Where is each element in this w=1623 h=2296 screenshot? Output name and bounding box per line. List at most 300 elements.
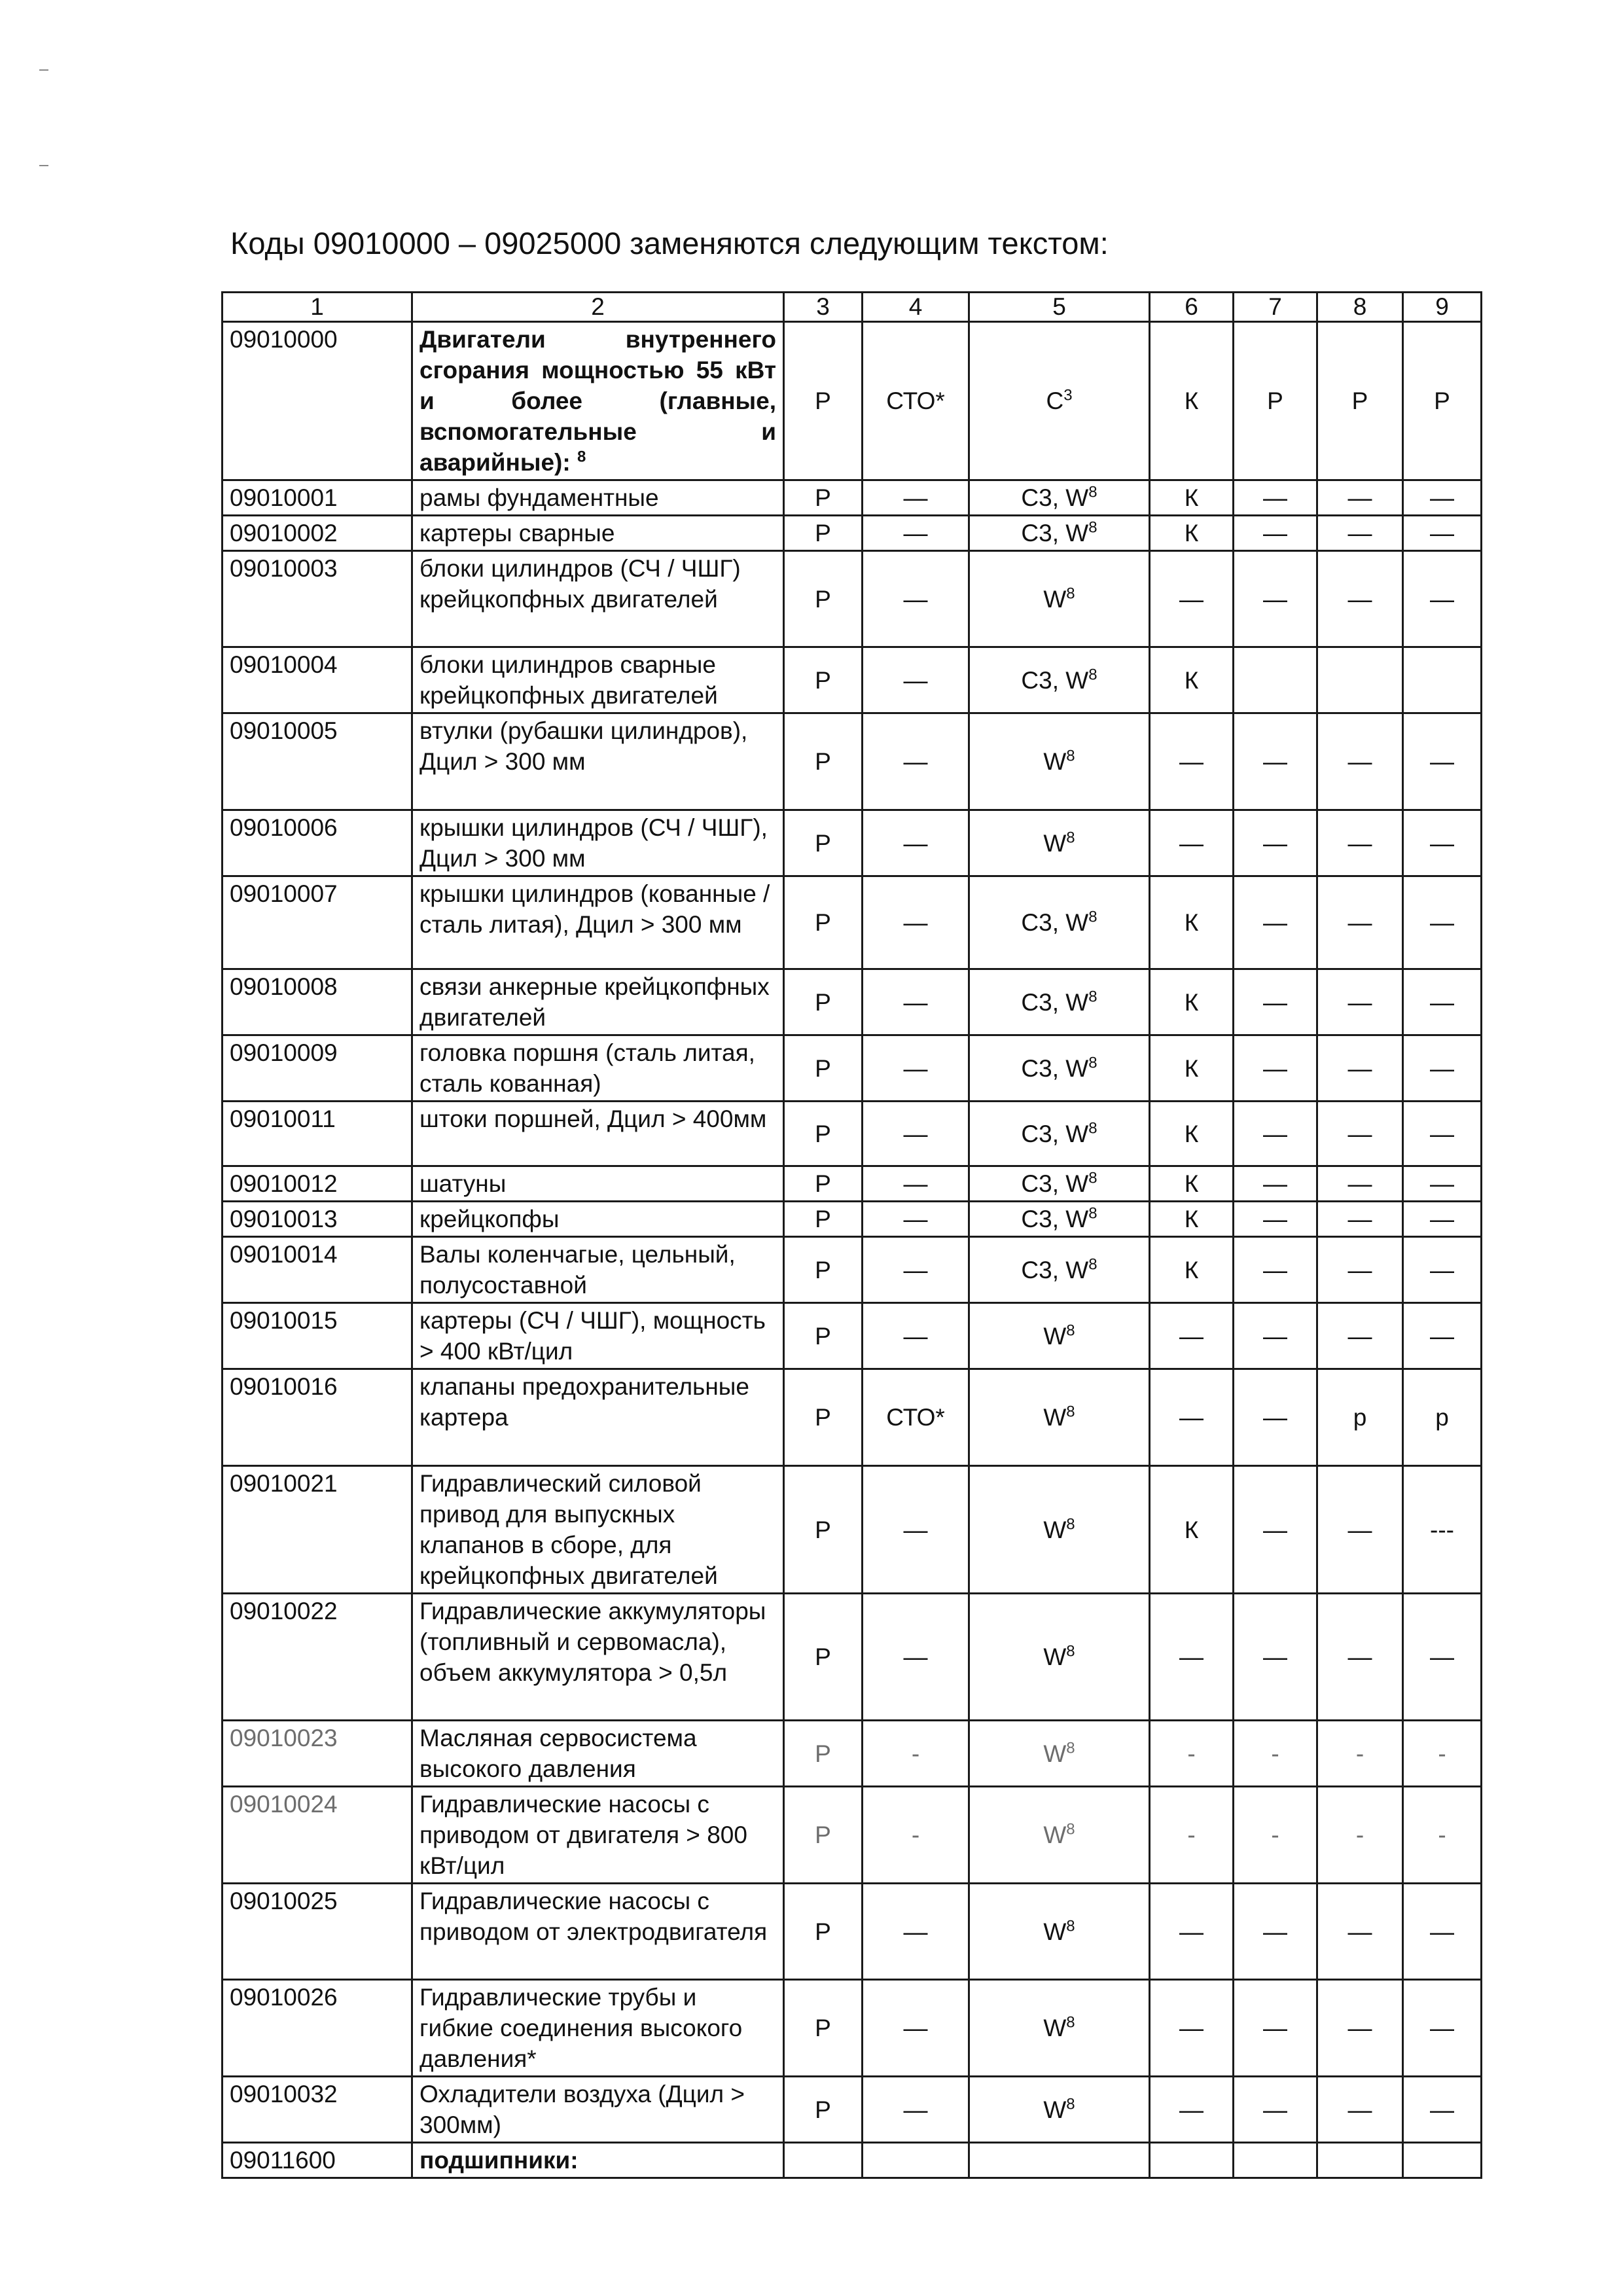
cell-c8 [1317, 2077, 1403, 2143]
description-text: Охладители воздуха (Дцил > 300мм) [419, 2081, 745, 2138]
cell-value: — [1263, 1516, 1287, 1543]
cell-value: К [1184, 1206, 1199, 1232]
footnote-marker: 8 [1066, 1321, 1075, 1340]
description-text: шатуны [419, 1170, 507, 1197]
footnote-marker: 8 [1088, 483, 1097, 501]
cell-c4 [863, 1466, 969, 1594]
cell-description [412, 2143, 784, 2178]
codes-table [221, 291, 1482, 2179]
footnote-marker: 8 [1066, 747, 1075, 765]
cell-code: 09010022 [223, 1594, 412, 1721]
cell-c5 [969, 2143, 1150, 2178]
cell-c8 [1317, 713, 1403, 810]
cell-c3 [784, 1166, 863, 1202]
description-text: Гидравлические аккумуляторы (топливный и сервомасла), объем аккумулятора > 0,5л [419, 1598, 766, 1686]
cell-c6 [1150, 1303, 1234, 1369]
cell-description [412, 876, 784, 969]
cell-value: — [903, 1054, 928, 1082]
cell-c6 [1150, 480, 1234, 516]
cell-c4 [863, 1721, 969, 1787]
cell-c7 [1234, 551, 1317, 647]
cell-c3 [784, 1980, 863, 2077]
cell-value: Р [815, 1404, 831, 1431]
cell-value: — [1263, 1256, 1287, 1283]
cell-c9 [1403, 2077, 1482, 2143]
cell-c6 [1150, 1721, 1234, 1787]
cell-c8 [1317, 1980, 1403, 2077]
cell-value: — [1179, 1404, 1204, 1431]
cell-value: — [1430, 2096, 1454, 2123]
scan-margin-mark [39, 165, 48, 166]
cell-c7 [1234, 1102, 1317, 1166]
cell-value: СТО* [886, 387, 945, 414]
cell-value: — [1347, 1054, 1372, 1082]
cell-c9 [1403, 810, 1482, 876]
cell-c4 [863, 516, 969, 551]
cell-c3 [784, 810, 863, 876]
cell-c3 [784, 647, 863, 713]
cell-c6 [1150, 2143, 1234, 2178]
cell-value: — [1263, 1120, 1287, 1147]
cell-value: Р [815, 387, 831, 414]
cell-c5 [969, 1237, 1150, 1303]
cell-code: 09010015 [223, 1303, 412, 1369]
cell-description [412, 1466, 784, 1594]
cell-value: С3, W [1021, 520, 1089, 547]
cell-value: — [903, 829, 928, 857]
cell-c3 [784, 969, 863, 1035]
table-row [223, 1202, 1482, 1237]
cell-value: — [1430, 1256, 1454, 1283]
cell-c9 [1403, 876, 1482, 969]
cell-c5 [969, 713, 1150, 810]
cell-value: W [1043, 1404, 1067, 1431]
footnote-marker: 8 [1088, 1255, 1097, 1274]
cell-value: К [1184, 484, 1199, 511]
description-text: втулки (рубашки цилиндров), Дцил > 300 мм [419, 717, 748, 775]
cell-description [412, 713, 784, 810]
cell-value: — [1263, 909, 1287, 936]
footnote-marker: 8 [1088, 908, 1097, 926]
cell-value: — [1263, 748, 1287, 775]
cell-value: — [903, 1643, 928, 1670]
cell-code: 09010025 [223, 1884, 412, 1980]
cell-c8 [1317, 1202, 1403, 1237]
cell-c8 [1317, 1166, 1403, 1202]
cell-code: 09010004 [223, 647, 412, 713]
cell-value: — [1263, 1918, 1287, 1945]
cell-c4 [863, 1166, 969, 1202]
cell-c8 [1317, 1787, 1403, 1884]
cell-c9 [1403, 2143, 1482, 2178]
cell-value: — [1347, 1170, 1372, 1197]
cell-description [412, 516, 784, 551]
cell-description [412, 2077, 784, 2143]
cell-code: 09010005 [223, 713, 412, 810]
description-text: Гидравлические трубы и гибкие соединения высокого давления* [419, 1984, 743, 2072]
cell-c6 [1150, 1102, 1234, 1166]
cell-c9 [1403, 713, 1482, 810]
cell-c7 [1234, 876, 1317, 969]
cell-c4 [863, 551, 969, 647]
cell-c5 [969, 1102, 1150, 1166]
cell-c7 [1234, 1787, 1317, 1884]
cell-value: Р [815, 666, 831, 694]
cell-code: 09010024 [223, 1787, 412, 1884]
table-row [223, 713, 1482, 810]
cell-value: W [1043, 1740, 1067, 1767]
cell-value: — [1179, 2096, 1204, 2123]
cell-value: — [903, 1206, 928, 1232]
cell-c3 [784, 516, 863, 551]
cell-value: — [1263, 2015, 1287, 2041]
cell-value: — [1347, 1256, 1372, 1283]
cell-code: 09010003 [223, 551, 412, 647]
cell-description [412, 969, 784, 1035]
cell-c7 [1234, 1166, 1317, 1202]
cell-value: — [1263, 484, 1287, 511]
description-text: блоки цилиндров сварные крейцкопфных двигателей [419, 651, 718, 709]
cell-c8 [1317, 810, 1403, 876]
cell-code: 09010021 [223, 1466, 412, 1594]
cell-c8 [1317, 322, 1403, 480]
cell-c7 [1234, 810, 1317, 876]
cell-c5 [969, 516, 1150, 551]
cell-c6 [1150, 516, 1234, 551]
cell-c9 [1403, 1466, 1482, 1594]
cell-c6 [1150, 2077, 1234, 2143]
cell-c6 [1150, 1466, 1234, 1594]
cell-value: р [1435, 1404, 1449, 1431]
cell-c9 [1403, 1303, 1482, 1369]
footnote-marker: 8 [1066, 1642, 1075, 1660]
cell-value: — [1347, 829, 1372, 857]
cell-c4 [863, 810, 969, 876]
cell-code: 09010016 [223, 1369, 412, 1466]
cell-description [412, 1787, 784, 1884]
cell-value: Р [815, 1740, 831, 1767]
cell-c5 [969, 1035, 1150, 1102]
cell-value: — [1430, 585, 1454, 613]
table-row [223, 647, 1482, 713]
cell-value: Р [815, 909, 831, 936]
cell-c7 [1234, 1721, 1317, 1787]
cell-value: - [911, 1821, 920, 1848]
footnote-marker: 8 [1088, 1169, 1097, 1187]
cell-c8 [1317, 1466, 1403, 1594]
cell-c7 [1234, 480, 1317, 516]
cell-c9 [1403, 480, 1482, 516]
table-header-row [223, 293, 1482, 322]
cell-value: - [1438, 1740, 1446, 1767]
description-text: Масляная сервосистема высокого давления [419, 1725, 697, 1782]
cell-value: — [1263, 1170, 1287, 1197]
cell-c4 [863, 2143, 969, 2178]
cell-value: — [1263, 585, 1287, 613]
table-row [223, 2143, 1482, 2178]
description-text: связи анкерные крейцкопфных двигателей [419, 973, 770, 1031]
column-header: 5 [969, 293, 1150, 322]
footnote-marker: 8 [1088, 988, 1097, 1006]
table-row [223, 1884, 1482, 1980]
cell-c7 [1234, 1035, 1317, 1102]
cell-value: С3, W [1021, 1256, 1089, 1283]
cell-c3 [784, 1594, 863, 1721]
table-row [223, 1721, 1482, 1787]
cell-c4 [863, 713, 969, 810]
cell-value: — [1430, 1120, 1454, 1147]
cell-c8 [1317, 1884, 1403, 1980]
cell-c5 [969, 1721, 1150, 1787]
cell-value: — [1179, 1322, 1204, 1350]
cell-c9 [1403, 647, 1482, 713]
cell-value: Р [1351, 387, 1368, 414]
cell-value: — [1179, 748, 1204, 775]
cell-c5 [969, 551, 1150, 647]
column-header: 6 [1150, 293, 1234, 322]
cell-c6 [1150, 1787, 1234, 1884]
cell-c3 [784, 1035, 863, 1102]
cell-c4 [863, 1102, 969, 1166]
cell-c9 [1403, 1884, 1482, 1980]
cell-c9 [1403, 551, 1482, 647]
footnote-marker: 8 [1088, 666, 1097, 684]
cell-c6 [1150, 1369, 1234, 1466]
cell-value: — [1430, 1054, 1454, 1082]
cell-value: - [1355, 1740, 1364, 1767]
description-text: Гидравлические насосы с приводом от электродвигателя [419, 1888, 768, 1945]
cell-c3 [784, 876, 863, 969]
table-row [223, 1594, 1482, 1721]
cell-c8 [1317, 480, 1403, 516]
footnote-marker: 8 [1066, 1515, 1075, 1534]
cell-description [412, 322, 784, 480]
cell-value: Р [815, 748, 831, 775]
cell-value: — [1347, 748, 1372, 775]
cell-c4 [863, 1884, 969, 1980]
cell-value: Р [815, 1170, 831, 1197]
cell-value: — [1347, 1206, 1372, 1232]
cell-c9 [1403, 969, 1482, 1035]
cell-code: 09010012 [223, 1166, 412, 1202]
cell-value: - [1187, 1821, 1196, 1848]
table-row [223, 1980, 1482, 2077]
cell-value: Р [815, 1206, 831, 1232]
cell-value: — [1347, 1516, 1372, 1543]
cell-value: W [1043, 1821, 1067, 1848]
cell-c7 [1234, 2143, 1317, 2178]
cell-c3 [784, 551, 863, 647]
description-text: клапаны предохранительные картера [419, 1373, 749, 1431]
cell-c5 [969, 2077, 1150, 2143]
cell-value: — [903, 585, 928, 613]
cell-value: — [903, 484, 928, 511]
cell-c7 [1234, 647, 1317, 713]
cell-c3 [784, 480, 863, 516]
column-header: 1 [223, 293, 412, 322]
cell-value: — [903, 1322, 928, 1350]
table-row [223, 876, 1482, 969]
cell-c3 [784, 2143, 863, 2178]
footnote-marker: 8 [1088, 1204, 1097, 1223]
cell-c9 [1403, 1202, 1482, 1237]
cell-description [412, 647, 784, 713]
cell-value: Р [815, 1918, 831, 1945]
cell-c9 [1403, 322, 1482, 480]
cell-value: - [1187, 1740, 1196, 1767]
cell-c5 [969, 647, 1150, 713]
cell-c6 [1150, 322, 1234, 480]
description-text: картеры (СЧ / ЧШГ), мощность > 400 кВт/цил [419, 1307, 766, 1365]
cell-code: 09010006 [223, 810, 412, 876]
cell-value: К [1184, 1516, 1199, 1543]
cell-value: С3, W [1021, 484, 1089, 511]
cell-c9 [1403, 1721, 1482, 1787]
cell-value: — [903, 988, 928, 1016]
footnote-marker: 8 [1066, 829, 1075, 847]
table-row [223, 551, 1482, 647]
cell-value: — [1179, 1918, 1204, 1945]
cell-value: Р [1434, 387, 1450, 414]
cell-value: — [1347, 2015, 1372, 2041]
cell-value: Р [815, 1120, 831, 1147]
cell-c3 [784, 1721, 863, 1787]
cell-code: 09010001 [223, 480, 412, 516]
cell-description [412, 1980, 784, 2077]
cell-value: Р [815, 829, 831, 857]
table-row [223, 1237, 1482, 1303]
cell-c4 [863, 1303, 969, 1369]
cell-value: — [1430, 2015, 1454, 2041]
description-text: Двигатели внутреннего сгорания мощностью 55 кВт и более (главные, вспомогательные и аварийные): [419, 326, 776, 476]
footnote-marker: 8 [1066, 1403, 1075, 1421]
column-header: 4 [863, 293, 969, 322]
description-text: крышки цилиндров (кованные / сталь литая), Дцил > 300 мм [419, 880, 770, 938]
cell-description [412, 480, 784, 516]
cell-c7 [1234, 713, 1317, 810]
cell-c7 [1234, 1237, 1317, 1303]
description-text: блоки цилиндров (СЧ / ЧШГ) крейцкопфных двигателей [419, 555, 741, 613]
cell-value: С3, W [1021, 1170, 1089, 1197]
cell-value: С3, W [1021, 1120, 1089, 1147]
cell-c8 [1317, 969, 1403, 1035]
cell-c4 [863, 1035, 969, 1102]
cell-c4 [863, 1202, 969, 1237]
cell-value: — [1347, 1918, 1372, 1945]
cell-c7 [1234, 1202, 1317, 1237]
footnote-marker: 8 [1066, 1820, 1075, 1839]
cell-c4 [863, 876, 969, 969]
cell-value: К [1184, 1054, 1199, 1082]
cell-c4 [863, 969, 969, 1035]
description-text: Гидравлические насосы с приводом от двигателя > 800 кВт/цил [419, 1791, 747, 1879]
cell-c3 [784, 322, 863, 480]
footnote-marker: 8 [1066, 584, 1075, 603]
cell-value: - [1271, 1740, 1279, 1767]
cell-c9 [1403, 1787, 1482, 1884]
cell-c8 [1317, 1594, 1403, 1721]
cell-c3 [784, 2077, 863, 2143]
cell-c8 [1317, 551, 1403, 647]
cell-code: 09010032 [223, 2077, 412, 2143]
cell-c8 [1317, 876, 1403, 969]
cell-value: — [903, 909, 928, 936]
table-row [223, 1303, 1482, 1369]
cell-value: — [1263, 829, 1287, 857]
cell-c6 [1150, 1166, 1234, 1202]
cell-value: — [1430, 748, 1454, 775]
cell-c3 [784, 1102, 863, 1166]
column-header: 7 [1234, 293, 1317, 322]
cell-value: — [1430, 1918, 1454, 1945]
cell-value: Р [815, 2015, 831, 2041]
cell-code: 09011600 [223, 2143, 412, 2178]
cell-description [412, 1369, 784, 1466]
cell-value: К [1184, 1120, 1199, 1147]
cell-value: Р [815, 585, 831, 613]
cell-c8 [1317, 2143, 1403, 2178]
cell-c4 [863, 1369, 969, 1466]
footnote-marker: 3 [1063, 386, 1073, 404]
cell-c5 [969, 1369, 1150, 1466]
cell-c3 [784, 1884, 863, 1980]
cell-value: — [1430, 988, 1454, 1016]
cell-code: 09010000 [223, 322, 412, 480]
cell-value: Р [815, 1516, 831, 1543]
cell-code: 09010026 [223, 1980, 412, 2077]
table-row [223, 1035, 1482, 1102]
cell-code: 09010007 [223, 876, 412, 969]
cell-value: — [1179, 585, 1204, 613]
cell-value: - [1438, 1821, 1446, 1848]
cell-c6 [1150, 647, 1234, 713]
cell-c7 [1234, 969, 1317, 1035]
cell-c6 [1150, 1035, 1234, 1102]
cell-value: Р [815, 1821, 831, 1848]
cell-value: СТО* [886, 1404, 945, 1431]
cell-value: Р [815, 1643, 831, 1670]
cell-value: С3, W [1021, 988, 1089, 1016]
cell-value: — [903, 1120, 928, 1147]
table-row [223, 1166, 1482, 1202]
cell-c5 [969, 1166, 1150, 1202]
cell-c4 [863, 322, 969, 480]
footnote-marker: 8 [1088, 518, 1097, 537]
column-header: 2 [412, 293, 784, 322]
cell-value: — [1179, 829, 1204, 857]
cell-c8 [1317, 1369, 1403, 1466]
cell-value: — [1263, 1206, 1287, 1232]
cell-value: — [1347, 988, 1372, 1016]
table-row [223, 1787, 1482, 1884]
cell-c5 [969, 322, 1150, 480]
cell-value: — [903, 1918, 928, 1945]
footnote-marker: 8 [1066, 2013, 1075, 2032]
cell-value: — [903, 1516, 928, 1543]
description-text: Валы коленчагые, цельный, полусоставной [419, 1241, 736, 1299]
cell-value: С3, W [1021, 909, 1089, 936]
cell-value: К [1184, 666, 1199, 694]
cell-value: — [1263, 1643, 1287, 1670]
cell-code: 09010002 [223, 516, 412, 551]
cell-value: С3, W [1021, 1206, 1089, 1232]
cell-value: — [1430, 1206, 1454, 1232]
cell-value: Р [815, 1256, 831, 1283]
cell-c5 [969, 876, 1150, 969]
cell-value: — [903, 520, 928, 547]
table-row [223, 1466, 1482, 1594]
cell-c5 [969, 1303, 1150, 1369]
